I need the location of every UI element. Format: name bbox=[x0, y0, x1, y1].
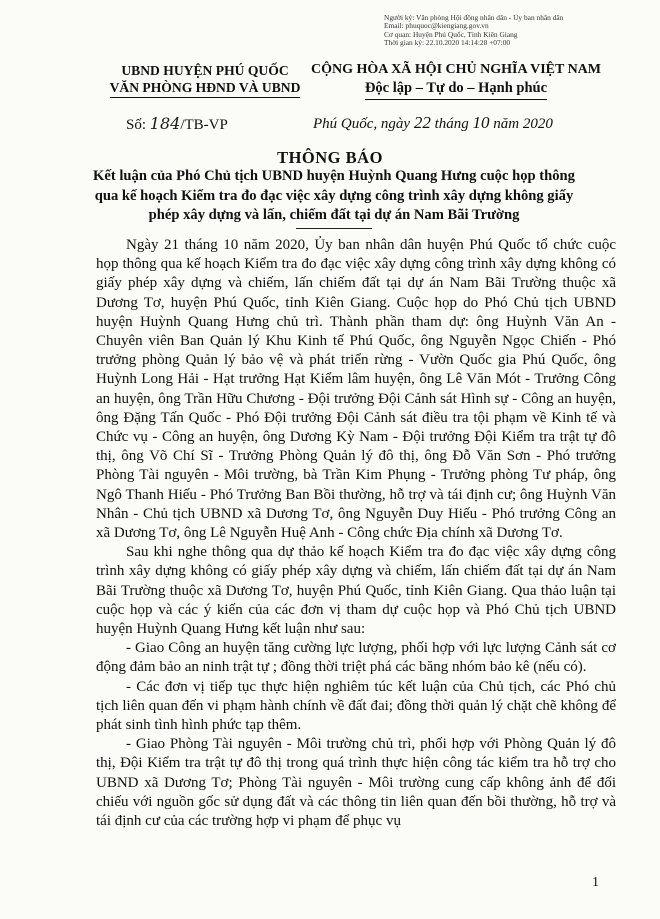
document-number bbox=[126, 114, 228, 134]
doc-number-prefix: Số: bbox=[126, 117, 147, 133]
date-year: năm 2020 bbox=[493, 116, 553, 132]
signature-signer: Người ký: Văn phòng Hội đồng nhân dân - Ủy ban nhân dân bbox=[384, 14, 564, 22]
date-day-handwritten: 22 bbox=[413, 113, 431, 132]
signature-time: Thời gian ký: 22.10.2020 14:14:28 +07:00 bbox=[384, 39, 511, 48]
date-line bbox=[313, 113, 553, 133]
body-item-1: - Giao Công an huyện tăng cường lực lượng, phối hợp với lực lượng Cảnh sát cơ động đảm bảo an ninh trật tự ; đồng thời triệt phá các băng nhóm bảo kê (nếu có). bbox=[96, 640, 616, 676]
body-paragraph-2: Sau khi nghe thông qua dự thảo kế hoạch Kiểm tra đo đạc việc xây dựng công trình xây dựng không có giấy phép xây dựng và chiếm, lấn chiếm đất tại dự án Nam Bãi Trường thuộc xã Dương Tơ, huyện Phú Quốc, tỉnh Kiên Giang. Qua thảo luận tại cuộc họp và các ý kiến của các đơn vị tham dự cuộc họp và Phó Chủ tịch UBND huyện Huỳnh Quang Hưng kết luận như sau: bbox=[96, 544, 616, 638]
document-body bbox=[96, 236, 616, 831]
date-place: Phú Quốc, ngày bbox=[313, 116, 411, 132]
body-item-3: - Giao Phòng Tài nguyên - Môi trường chủ trì, phối hợp với Phòng Quản lý đô thị, Đội Kiểm tra trật tự đô thị trong quá trình thực hiện công tác kiểm tra hỗ trợ cho UBND xã Dương Tơ; Phòng Tài nguyên - Môi trường cung cấp không ảnh để đối chiếu với nguồn gốc sử dụng đất và các thông tin liên quan đến bồi thường, hỗ trợ và tái định cư của các trường hợp vi phạm để phục vụ bbox=[96, 736, 616, 830]
nation-motto-line: Độc lập – Tự do – Hạnh phúc bbox=[365, 79, 547, 100]
date-month-word: tháng bbox=[434, 116, 469, 132]
document-title: THÔNG BÁO bbox=[277, 148, 383, 167]
body-paragraph-1: Ngày 21 tháng 10 năm 2020, Ủy ban nhân dân huyện Phú Quốc tổ chức cuộc họp thông qua kế hoạch Kiểm tra đo đạc việc xây dựng công trình xây dựng không có giấy phép xây dựng và chiếm, lấn chiếm đất tại dự án Nam Bãi Trường thuộc xã Dương Tơ, huyện Phú Quốc, tỉnh Kiên Giang. Cuộc họp do Phó Chủ tịch UBND huyện Huỳnh Quang Hưng chủ trì. Thành phần tham dự: ông Huỳnh Văn An - Chuyên viên Ban Quản lý Khu Kinh tế Phú Quốc, ông Nguyễn Ngọc Chiến - Phó trưởng phòng Quản lý bảo vệ và phát triển rừng - Vườn Quốc gia Phú Quốc, ông Huỳnh Long Hải - Hạt trưởng Hạt Kiểm lâm huyện, ông Lê Văn Mót - Trưởng Công an huyện, ông Trần Hữu Chương - Đội trưởng Đội Cảnh sát Hình sự - Công an huyện, ông Đặng Tấn Quốc - Phó Đội trưởng Đội Cảnh sát điều tra tội phạm về Kinh tế và Chức vụ - Công an huyện, ông Dương Kỳ Nam - Đội trưởng Đội Kiểm tra trật tự đô thị, ông Võ Chí Sĩ - Trưởng Phòng Quản lý đô thị, ông Đỗ Văn Sơn - Phó trưởng Phòng Tài nguyên - Môi trường, bà Trần Kim Phụng - Trưởng phòng Tư pháp, ông Ngô Thanh Hiếu - Phó Trưởng Ban Bồi thường, hỗ trợ và tái định cư; ông Huỳnh Văn Nhân - Chủ tịch UBND xã Dương Tơ, ông Nguyễn Duy Hiếu - Phó trưởng Công an xã Dương Tơ, ông Lê Nguyễn Huệ Anh - Công chức Địa chính xã Dương Tơ. bbox=[96, 237, 616, 542]
digital-signature-stamp bbox=[384, 14, 654, 48]
body-item-2: - Các đơn vị tiếp tục thực hiện nghiêm túc kết luận của Chủ tịch, các Phó chủ tịch liên quan đến vi phạm hành chính về đất đai; đồng thời quản lý chặt chẽ không để phát sinh tình hình phức tạp thêm. bbox=[96, 678, 616, 734]
issuing-organization bbox=[96, 62, 314, 98]
org-line-2: VĂN PHÒNG HĐND VÀ UBND bbox=[110, 79, 301, 98]
document-subtitle: Kết luận của Phó Chủ tịch UBND huyện Huỳnh Quang Hưng cuộc họp thông qua kế hoạch Kiểm tra đo đạc việc xây dựng công trình xây dựng không giấy phép xây dựng và lấn, chiếm đất tại dự án Nam Bãi Trường bbox=[93, 168, 575, 223]
date-month-handwritten: 10 bbox=[472, 113, 490, 132]
signature-email: Email: phuquoc@kiengiang.gov.vn bbox=[384, 22, 489, 31]
doc-number-handwritten: 184 bbox=[149, 114, 181, 133]
org-line-1: UBND HUYỆN PHÚ QUỐC bbox=[121, 63, 289, 78]
nation-name: CỘNG HÒA XÃ HỘI CHỦ NGHĨA VIỆT NAM bbox=[310, 62, 601, 77]
page-number: 1 bbox=[592, 875, 599, 890]
doc-number-suffix: /TB-VP bbox=[180, 117, 228, 133]
signature-agency: Cơ quan: Huyện Phú Quốc, Tỉnh Kiên Giang bbox=[384, 30, 518, 39]
national-motto bbox=[306, 60, 606, 100]
subtitle-divider bbox=[296, 228, 372, 229]
